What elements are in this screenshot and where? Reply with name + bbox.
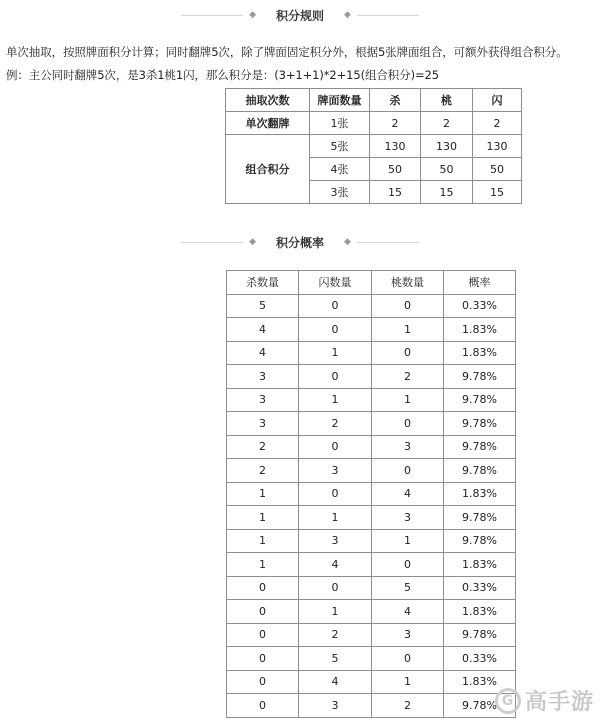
divider: [357, 15, 419, 16]
table-row: [227, 459, 516, 483]
rules-table-header: [226, 89, 522, 112]
rules-heading-title: 积分规则: [275, 8, 324, 23]
probability-table-body: [227, 294, 516, 717]
table-cell: 9.78%: [444, 412, 516, 436]
table-cell: 1.83%: [444, 318, 516, 342]
single-flip-label: 单次翻牌: [226, 112, 310, 135]
table-cell: 2: [372, 365, 444, 389]
probability-table: [226, 270, 516, 718]
divider: [181, 15, 243, 16]
table-row: [227, 388, 516, 412]
table-cell: 3: [227, 412, 299, 436]
table-row: [227, 670, 516, 694]
column-header: 抽取次数: [226, 89, 310, 112]
table-cell: 3: [372, 435, 444, 459]
table-cell: 0: [299, 318, 372, 342]
table-row: [227, 623, 516, 647]
table-cell: 1: [299, 341, 372, 365]
table-cell: 9.78%: [444, 459, 516, 483]
watermark-text: 高手游: [524, 690, 594, 715]
column-header: 杀: [370, 89, 421, 112]
column-header: 桃: [421, 89, 473, 112]
watermark: [495, 685, 594, 716]
table-row: [227, 294, 516, 318]
table-cell: 9.78%: [444, 529, 516, 553]
diamond-icon: ◆: [344, 237, 351, 247]
table-cell: 2: [227, 459, 299, 483]
table-cell: 0: [372, 553, 444, 577]
table-cell: 2: [299, 623, 372, 647]
probability-section-heading: [0, 232, 600, 252]
table-cell: 1: [227, 529, 299, 553]
table-cell: 1: [227, 506, 299, 530]
table-row: [227, 365, 516, 389]
table-row: [227, 647, 516, 671]
table-cell: 0: [227, 694, 299, 718]
table-row: [227, 553, 516, 577]
table-cell: 0.33%: [444, 294, 516, 318]
table-cell: 15: [421, 181, 473, 204]
column-header: 闪数量: [299, 271, 372, 295]
table-cell: 0: [299, 294, 372, 318]
diamond-icon: ◆: [249, 237, 256, 247]
table-row: [227, 506, 516, 530]
table-cell: 0: [227, 600, 299, 624]
table-cell: 0: [372, 294, 444, 318]
table-cell: 2: [421, 112, 473, 135]
table-cell: 0: [227, 647, 299, 671]
table-row: [226, 135, 522, 158]
table-cell: 1.83%: [444, 482, 516, 506]
table-row: [226, 112, 522, 135]
table-cell: 0: [299, 365, 372, 389]
table-cell: 1: [299, 506, 372, 530]
table-row: [227, 600, 516, 624]
table-cell: 9.78%: [444, 506, 516, 530]
table-cell: 130: [473, 135, 522, 158]
table-cell: 1: [299, 600, 372, 624]
table-cell: 4: [227, 318, 299, 342]
probability-table-header: [227, 271, 516, 295]
table-row: [227, 435, 516, 459]
table-cell: 1.83%: [444, 600, 516, 624]
table-cell: 1.83%: [444, 553, 516, 577]
table-cell: 5张: [310, 135, 370, 158]
table-row: [227, 694, 516, 718]
table-cell: 2: [370, 112, 421, 135]
table-cell: 2: [372, 694, 444, 718]
table-row: [227, 576, 516, 600]
table-cell: 0: [299, 435, 372, 459]
table-cell: 130: [370, 135, 421, 158]
table-cell: 1: [227, 482, 299, 506]
table-cell: 2: [299, 412, 372, 436]
table-cell: 0: [372, 647, 444, 671]
table-cell: 9.78%: [444, 365, 516, 389]
table-cell: 3: [227, 388, 299, 412]
table-cell: 1: [227, 553, 299, 577]
rules-table: [225, 88, 522, 204]
table-cell: 4: [299, 670, 372, 694]
table-cell: 9.78%: [444, 435, 516, 459]
table-cell: 0: [227, 576, 299, 600]
table-cell: 1: [372, 529, 444, 553]
rules-section-heading: [0, 5, 600, 25]
table-cell: 15: [473, 181, 522, 204]
table-cell: 4: [299, 553, 372, 577]
table-row: [227, 482, 516, 506]
table-cell: 5: [372, 576, 444, 600]
table-cell: 9.78%: [444, 623, 516, 647]
table-cell: 1张: [310, 112, 370, 135]
table-cell: 3: [299, 459, 372, 483]
table-row: [227, 529, 516, 553]
table-cell: 1: [372, 670, 444, 694]
table-cell: 1.83%: [444, 341, 516, 365]
table-cell: 50: [370, 158, 421, 181]
table-cell: 0: [227, 623, 299, 647]
table-cell: 1.83%: [444, 670, 516, 694]
table-cell: 5: [299, 647, 372, 671]
diamond-icon: ◆: [249, 10, 256, 20]
watermark-logo-icon: G: [495, 688, 521, 714]
table-cell: 3: [227, 365, 299, 389]
probability-heading-title: 积分概率: [275, 235, 324, 250]
column-header: 桃数量: [372, 271, 444, 295]
table-row: [227, 341, 516, 365]
column-header: 杀数量: [227, 271, 299, 295]
table-cell: 50: [421, 158, 473, 181]
table-cell: 0: [372, 412, 444, 436]
table-row: [227, 318, 516, 342]
table-cell: 2: [227, 435, 299, 459]
table-cell: 0: [227, 670, 299, 694]
table-cell: 15: [370, 181, 421, 204]
table-cell: 4: [227, 341, 299, 365]
column-header: 牌面数量: [310, 89, 370, 112]
table-cell: 4张: [310, 158, 370, 181]
column-header: 闪: [473, 89, 522, 112]
table-cell: 2: [473, 112, 522, 135]
table-cell: 9.78%: [444, 694, 516, 718]
diamond-icon: ◆: [344, 10, 351, 20]
table-cell: 5: [227, 294, 299, 318]
table-cell: 130: [421, 135, 473, 158]
table-cell: 1: [299, 388, 372, 412]
table-cell: 0.33%: [444, 647, 516, 671]
table-cell: 4: [372, 600, 444, 624]
table-cell: 3: [372, 506, 444, 530]
table-cell: 1: [372, 388, 444, 412]
table-cell: 4: [372, 482, 444, 506]
table-cell: 0: [372, 341, 444, 365]
table-cell: 0.33%: [444, 576, 516, 600]
table-cell: 0: [372, 459, 444, 483]
combo-score-label: 组合积分: [226, 135, 310, 204]
table-cell: 0: [299, 576, 372, 600]
rules-description: 单次抽取，按照牌面积分计算；同时翻牌5次，除了牌面固定积分外，根据5张牌面组合，可额外获得组合积分。: [6, 45, 568, 59]
table-cell: 0: [299, 482, 372, 506]
table-cell: 3张: [310, 181, 370, 204]
table-cell: 3: [299, 529, 372, 553]
divider: [181, 242, 243, 243]
divider: [357, 242, 419, 243]
table-cell: 3: [372, 623, 444, 647]
table-cell: 50: [473, 158, 522, 181]
table-cell: 9.78%: [444, 388, 516, 412]
rules-example: 例：主公同时翻牌5次，是3杀1桃1闪，那么积分是：(3+1+1)*2+15(组合积分)=25: [6, 68, 439, 82]
table-row: [227, 412, 516, 436]
table-cell: 1: [372, 318, 444, 342]
column-header: 概率: [444, 271, 516, 295]
table-cell: 3: [299, 694, 372, 718]
